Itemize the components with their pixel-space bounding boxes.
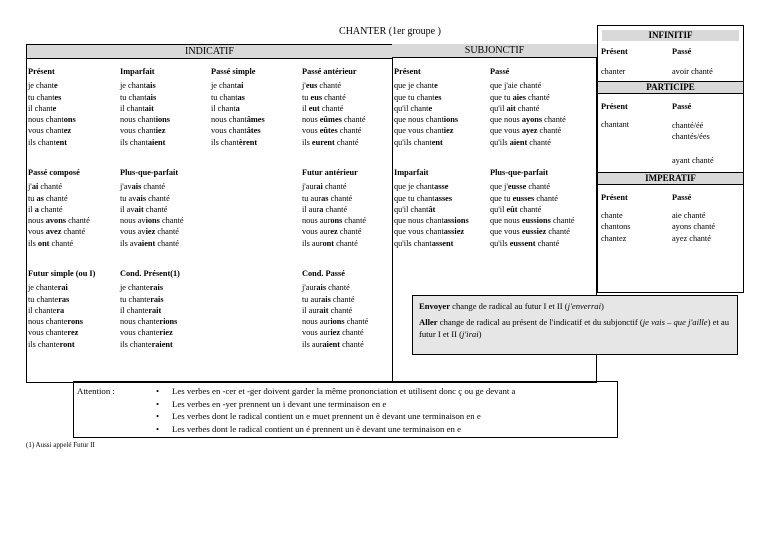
envoyer-text: change de radical au futur I et II ( (450, 301, 568, 311)
conjugation-line: tu chantais (120, 92, 157, 102)
conjugation-line: que vous ayez chanté (490, 126, 562, 136)
conjugation-line: que je chante (394, 81, 438, 91)
conjugation-line: nous chanterons (28, 317, 83, 327)
indicatif-row3-col-0 (28, 268, 95, 350)
indicatif-row1-col-3 (302, 66, 366, 148)
tense-heading: Imparfait (120, 67, 155, 76)
imperatif-item: aie chanté (672, 211, 706, 220)
conjugation-line: nous avions chanté (120, 216, 184, 226)
subjonctif-section (392, 44, 597, 58)
infinitif-passe: avoir chanté (672, 67, 713, 76)
conjugation-line: qu'il chantât (394, 204, 436, 214)
tense-heading: Imparfait (394, 168, 429, 177)
conjugation-line: nous aurons chanté (302, 216, 367, 226)
indicatif-row2-col-3 (302, 167, 366, 249)
conjugation-line: j'aurai chanté (302, 182, 347, 192)
bullet-icon: • (156, 423, 160, 434)
subjonctif-header: SUBJONCTIF (392, 44, 597, 58)
tense-heading: Présent (28, 67, 55, 76)
bullet-icon: • (156, 386, 160, 396)
participe-passe: chanté/éé chantés/ées (672, 121, 710, 141)
conjugation-line: vous chanteriez (120, 328, 173, 338)
conjugation-line: nous eûmes chanté (302, 115, 366, 125)
tense-heading: Passé simple (211, 67, 256, 76)
conjugation-line: nous chantons (28, 115, 76, 125)
conjugation-line: tu as chanté (28, 193, 68, 203)
imperatif-header: IMPERATIF (598, 172, 743, 185)
conjugation-line: j'ai chanté (28, 182, 63, 192)
conjugation-line: que tu chantasses (394, 193, 453, 203)
conjugation-line: ils chantaient (120, 137, 166, 147)
tense-heading: Futur simple (ou I) (28, 269, 96, 278)
conjugation-line: nous aurions chanté (302, 317, 369, 327)
tense-heading: Passé antérieur (302, 67, 357, 76)
subjonctif-row2-col-0 (394, 167, 469, 249)
conjugation-line: que tu eusses chanté (490, 193, 558, 203)
attention-item: • Les verbes en -yer prennent un i devant une terminaison en e (156, 398, 387, 409)
conjugation-line: qu'il eût chanté (490, 204, 542, 214)
conjugation-line: qu'ils eussent chanté (490, 238, 560, 248)
aller-example-2: j'irai (461, 329, 479, 339)
subjonctif-row2-col-1 (490, 167, 575, 249)
envoyer-end: ) (601, 301, 604, 311)
attention-item: • Les verbes en -cer et -ger doivent garder la même prononciation et utilisent donc ç ou ge devant a (156, 386, 516, 396)
participe-passe-compose: ayant chanté (672, 156, 714, 165)
bullet-icon: • (156, 411, 160, 422)
aller-word: Aller (419, 317, 438, 327)
conjugation-line: il chantera (28, 305, 65, 315)
conjugation-line: vous auriez chanté (302, 328, 364, 338)
conjugation-line: j'eus chanté (302, 81, 342, 91)
conjugation-line: ils avaient chanté (120, 238, 179, 248)
conjugation-line: que j'aie chanté (490, 81, 542, 91)
conjugation-line: ils auront chanté (302, 238, 358, 248)
tense-heading: Futur antérieur (302, 168, 358, 177)
imperatif-present-head: Présent (601, 193, 628, 202)
conjugation-line: vous chanterez (28, 328, 79, 338)
conjugation-line: que vous eussiez chanté (490, 227, 570, 237)
conjugation-line: vous avez chanté (28, 227, 86, 237)
conjugation-line: je chanterais (120, 283, 164, 293)
indicatif-row2-col-0 (28, 167, 90, 249)
conjugation-line: qu'ils aient chanté (490, 137, 551, 147)
conjugation-line: je chantai (211, 81, 244, 91)
tense-heading: Cond. Présent(1) (120, 269, 180, 278)
bullet-icon: • (156, 398, 160, 409)
conjugation-line: vous chantiez (120, 126, 166, 136)
conjugation-line: que tu aies chanté (490, 92, 550, 102)
conjugation-line: tu chantas (211, 92, 245, 102)
aller-text: change de radical au présent de l'indicatif et du subjonctif ( (437, 317, 643, 327)
attention-label: Attention : (77, 386, 115, 396)
conjugation-line: j'aurais chanté (302, 283, 350, 293)
participe-passe-head: Passé (672, 102, 692, 111)
conjugation-line: il a chanté (28, 204, 63, 214)
conjugation-line: ils auraient chanté (302, 339, 364, 349)
conjugation-line: vous chantez (28, 126, 72, 136)
conjugation-line: ils eurent chanté (302, 137, 359, 147)
conjugation-line: ils chanteront (28, 339, 75, 349)
conjugation-line: que je chantasse (394, 182, 449, 192)
conjugation-line: vous aurez chanté (302, 227, 362, 237)
conjugation-line: il avait chanté (120, 204, 168, 214)
conjugation-line: que nous chantions (394, 115, 459, 125)
infinitif-present-head: Présent (601, 47, 628, 56)
tense-heading: Plus-que-parfait (490, 168, 549, 177)
indicatif-row3-col-3 (302, 268, 368, 350)
indicatif-header: INDICATIF (27, 45, 392, 59)
conjugation-line: qu'ils chantent (394, 137, 443, 147)
envoyer-word: Envoyer (419, 301, 451, 311)
conjugation-line: que nous chantassions (394, 216, 469, 226)
conjugation-line: qu'il ait chanté (490, 103, 540, 113)
imperatif-passe-head: Passé (672, 193, 692, 202)
tense-heading: Passé composé (28, 168, 80, 177)
conjugation-line: qu'il chante (394, 103, 433, 113)
conjugation-line: tu aurais chanté (302, 294, 355, 304)
conjugation-line: il chanterait (120, 305, 162, 315)
conjugation-line: je chantais (120, 81, 156, 91)
footnote: (1) Aussi appelé Futur II (26, 441, 95, 449)
infinitif-header: INFINITIF (602, 30, 739, 41)
imperatif-item: chantez (601, 233, 627, 243)
conjugation-line: nous chantâmes (211, 115, 265, 125)
conjugation-line: il aurait chanté (302, 305, 353, 315)
conjugation-line: j'avais chanté (120, 182, 166, 192)
conjugation-line: tu eus chanté (302, 92, 346, 102)
indicatif-row3-col-1 (120, 268, 180, 350)
indicatif-row1-col-1 (120, 66, 170, 148)
conjugation-line: il chantait (120, 103, 154, 113)
imperatif-item: ayez chanté (672, 233, 711, 243)
conjugation-line: je chanterai (28, 283, 68, 293)
imperatif-present-list (601, 210, 631, 244)
participe-present-head: Présent (601, 102, 628, 111)
indicatif-row2-col-1 (120, 167, 184, 249)
indicatif-row1-col-2 (211, 66, 265, 148)
subjonctif-row1-col-0 (394, 66, 458, 148)
conjugation-line: qu'ils chantassent (394, 238, 454, 248)
tense-heading: Passé (490, 67, 510, 76)
conjugation-line: ils chanteraient (120, 339, 173, 349)
conjugation-line: il aura chanté (302, 204, 348, 214)
conjugation-line: vous aviez chanté (120, 227, 179, 237)
conjugation-line: tu avais chanté (120, 193, 170, 203)
imperatif-item: chantons (601, 222, 631, 232)
imperatif-item: ayons chanté (672, 222, 716, 232)
conjugation-line: il chanta (211, 103, 240, 113)
conjugation-line: je chante (28, 81, 58, 91)
conjugation-line: que vous chantiez (394, 126, 454, 136)
conjugation-line: il chante (28, 103, 57, 113)
conjugation-line: ils chantent (28, 137, 67, 147)
attention-item: • Les verbes dont le radical contient un e muet prennent un è devant une terminaison en e (156, 411, 481, 422)
conjugation-line: que j'eusse chanté (490, 182, 551, 192)
page-title: CHANTER (1er groupe ) (339, 26, 441, 37)
infinitif-present: chanter (601, 67, 626, 76)
conjugation-line: tu chantes (28, 92, 62, 102)
subjonctif-row1-col-1 (490, 66, 566, 148)
aller-end: ) (478, 329, 482, 339)
infinitif-passe-head: Passé (672, 47, 692, 56)
imperatif-item: chante (601, 211, 623, 220)
indicatif-row1-col-0 (28, 66, 76, 148)
conjugation-line: tu chanterais (120, 294, 164, 304)
conjugation-line: ils ont chanté (28, 238, 74, 248)
conjugation-line: que vous chantassiez (394, 227, 465, 237)
conjugation-line: que tu chantes (394, 92, 442, 102)
conjugation-line: vous eûtes chanté (302, 126, 362, 136)
participe-present: chantant (601, 120, 630, 129)
attention-box (73, 381, 618, 438)
conjugation-line: que nous ayons chanté (490, 115, 566, 125)
participe-header: PARTICIPE (598, 81, 743, 94)
tense-heading: Plus-que-parfait (120, 168, 179, 177)
aller-example: je vais – que j'aille (642, 317, 708, 327)
tense-heading: Cond. Passé (302, 269, 345, 278)
imperatif-passe-list (672, 210, 715, 244)
conjugation-line: il eut chanté (302, 103, 344, 113)
attention-list (156, 385, 515, 435)
conjugation-line: que nous eussions chanté (490, 216, 575, 226)
conjugation-line: vous chantâtes (211, 126, 261, 136)
conjugation-line: nous chantions (120, 115, 171, 125)
conjugation-line: ils chantèrent (211, 137, 258, 147)
conjugation-line: nous chanterions (120, 317, 178, 327)
tense-heading: Présent (394, 67, 421, 76)
right-panel (597, 25, 744, 293)
conjugation-line: tu auras chanté (302, 193, 353, 203)
conjugation-line: nous avons chanté (28, 216, 90, 226)
radical-note (412, 295, 738, 355)
aller-mid: ) et au futur I et II ( (419, 317, 730, 339)
conjugation-line: tu chanteras (28, 294, 70, 304)
envoyer-example: j'enverrai (567, 301, 601, 311)
attention-item: • Les verbes dont le radical contient un é prennent un è devant une terminaison en e (156, 423, 461, 434)
